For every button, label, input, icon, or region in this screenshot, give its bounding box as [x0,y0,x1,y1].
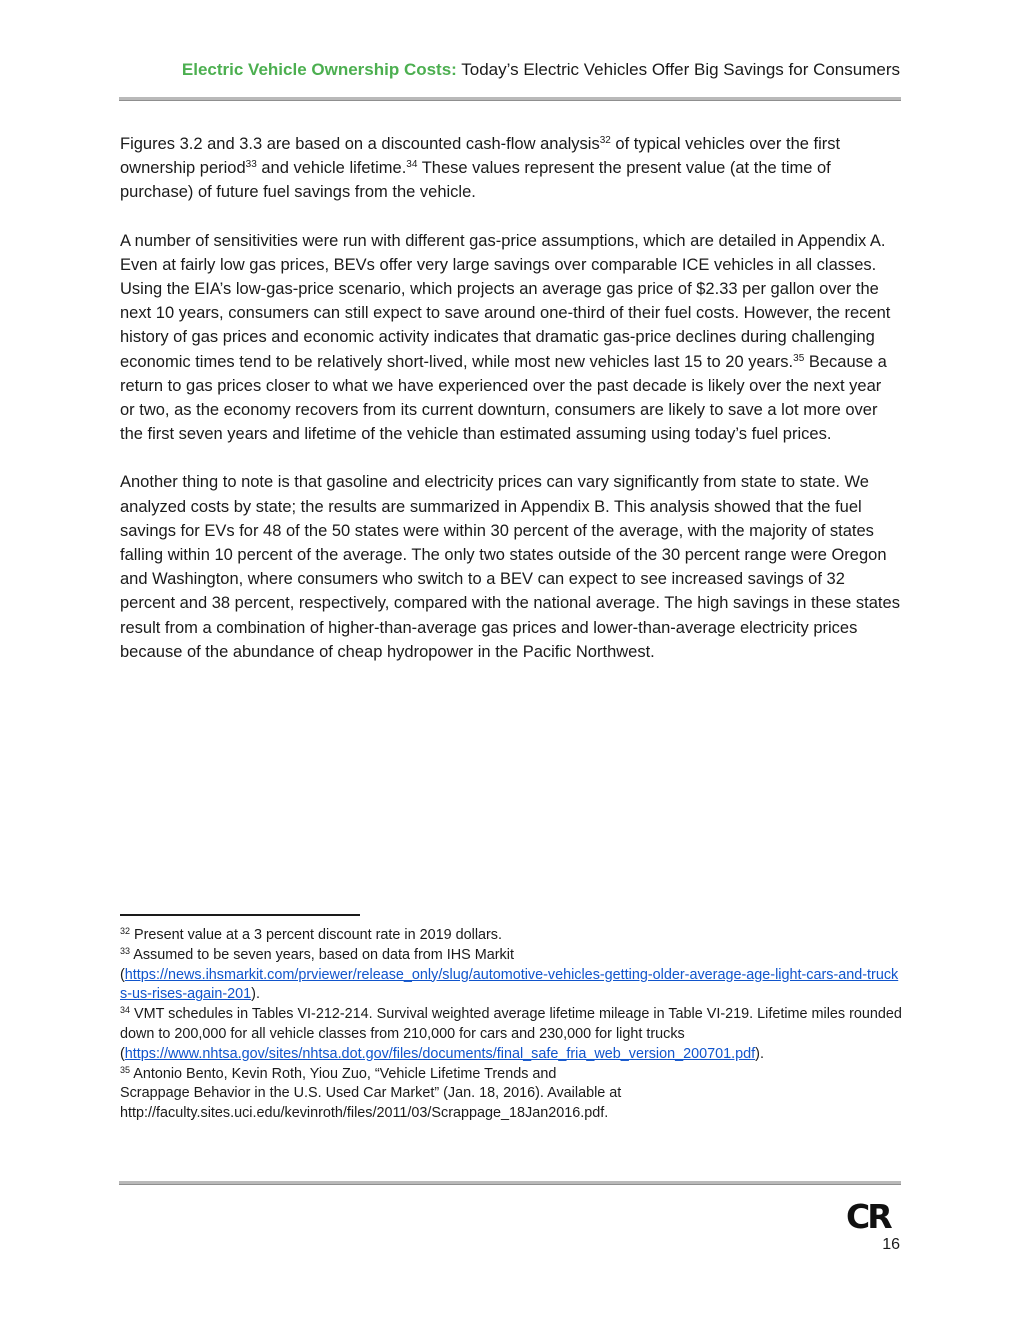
footnote-separator [120,914,360,916]
paragraph-text: These values represent the present value (at the time of purchase) of future fuel savings from the vehicle. [120,159,831,202]
paren-open: ( [120,1045,125,1062]
nhtsa-link[interactable]: https://www.nhtsa.gov/sites/nhtsa.dot.gov/files/documents/final_safe_fria_web_version_200701.pdf [124,1045,756,1062]
paragraph-1 [120,132,900,205]
footnote-number: 35 [120,1064,131,1075]
footnote-35 [120,1065,902,1124]
footnote-number: 34 [120,1005,131,1016]
footnote-text: VMT schedules in Tables VI-212-214. Survival weighted average lifetime mileage in Table VI-219. Lifetime miles rounded down to 200,000 for all vehicle classes from 210,000 for cars and 230,000 for light trucks [120,1006,902,1042]
paren-close: ). [251,986,260,1003]
main-content [120,132,900,688]
footnote-text: Antonio Bento, Kevin Roth, Yiou Zuo, “Vehicle Lifetime Trends and [130,1065,557,1082]
header-accent-title: Electric Vehicle Ownership Costs: [181,60,457,79]
footnote-ref-34[interactable]: 34 [406,159,418,171]
paragraph-text: Figures 3.2 and 3.3 are based on a discounted cash-flow analysis [120,135,600,153]
footnote-text: Present value at a 3 percent discount rate in 2019 dollars. [130,927,503,943]
page-number: 16 [882,1236,900,1253]
footnote-ref-33[interactable]: 33 [245,159,257,171]
paren-open: ( [120,966,125,983]
footnotes [120,926,902,1124]
paragraph-text: of typical vehicles over the first ownership period [120,135,841,178]
paragraph-2 [120,229,900,447]
cr-logo-text: CR [846,1198,890,1232]
footnote-number: 32 [120,926,131,936]
paren-close: ). [755,1045,764,1062]
footnote-33 [120,946,902,1005]
header-title: Today’s Electric Vehicles Offer Big Savings for Consumers [456,60,900,79]
footnote-32 [120,926,902,946]
footnote-ref-35[interactable]: 35 [793,352,805,364]
cr-logo [846,1198,896,1232]
footnote-ref-32[interactable]: 32 [599,135,611,146]
footer-divider [119,1181,901,1185]
header-divider [119,97,901,101]
paragraph-3: Another thing to note is that gasoline and electricity prices can vary significantly from state to state. We analyzed costs by state; the results are summarized in Appendix B. This analysis showed that the fuel savings for EVs for 48 of the 50 states were within 30 percent of the average, with the majority of states falling within 10 percent of the average. The only two states outside of the 30 percent range were Oregon and Washington, where consumers who switch to a BEV can expect to see increased savings of 32 percent and 38 percent, respectively, compared with the national average. The high savings in these states result from a combination of higher-than-average gas prices and lower-than-average electricity prices because of the abundance of cheap hydropower in the Pacific Northwest. [120,473,900,661]
running-header [120,60,900,80]
ihs-markit-link[interactable]: https://news.ihsmarkit.com/prviewer/release_only/slug/automotive-vehicles-getting-older-average-age-light-cars-and-trucks-us-rises-again-201 [120,966,899,1003]
footnote-number: 33 [120,945,131,956]
footnote-text: Assumed to be seven years, based on data from IHS Markit [130,946,514,963]
paragraph-text: A number of sensitivities were run with different gas-price assumptions, which are detailed in Appendix A. Even at fairly low gas prices, BEVs offer very large savings over comparable ICE vehicles in all classes. Using the EIA’s low-gas-price scenario, which projects an average gas price of $2.33 per gallon over the next 10 years, consumers can still expect to save around one-third of their fuel costs. However, the recent history of gas prices and economic activity indicates that dramatic gas-price declines during challenging economic times tend to be relatively short-lived, while most new vehicles last 15 to 20 years. [120,231,891,371]
footnote-text: http://faculty.sites.uci.edu/kevinroth/files/2011/03/Scrappage_18Jan2016.pdf. [120,1105,609,1122]
paragraph-text: and vehicle lifetime. [256,159,407,178]
paragraph-text: Because a return to gas prices closer to what we have experienced over the past decade is likely over the next year or two, as the economy recovers from its current downturn, consumers are likely to save a lot more over the first seven years and lifetime of the vehicle than estimated assuming using today’s fuel prices. [120,352,887,444]
footnote-text: Scrappage Behavior in the U.S. Used Car Market” (Jan. 18, 2016). Available at [120,1085,622,1102]
footnote-34 [120,1005,902,1064]
